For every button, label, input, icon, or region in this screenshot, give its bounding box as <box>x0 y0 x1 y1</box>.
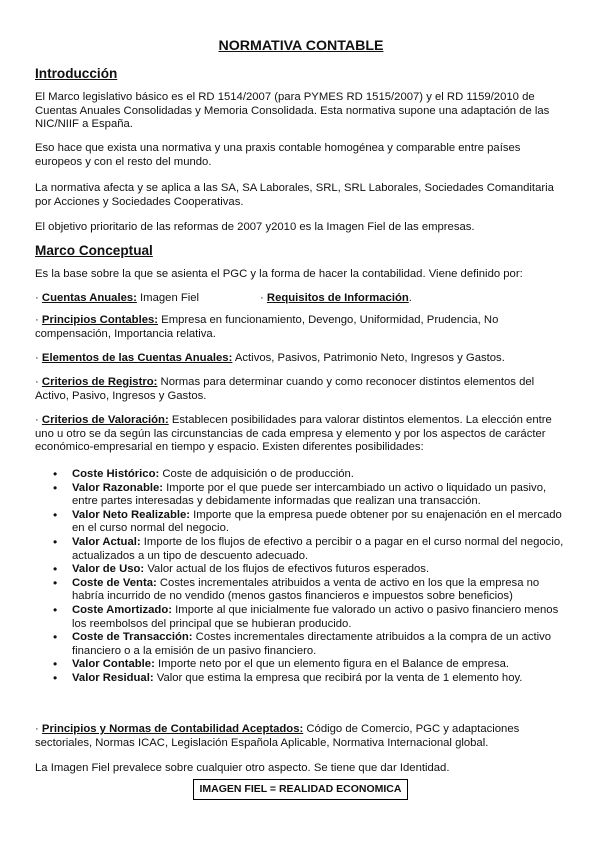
section-heading-marco-conceptual: Marco Conceptual <box>35 243 153 258</box>
page-title: NORMATIVA CONTABLE <box>218 38 384 54</box>
requisitos-label: Requisitos de Información <box>266 292 409 304</box>
intro-paragraph-4: El objetivo prioritario de las reformas de 2007 y2010 es la Imagen Fiel de las empresas. <box>35 221 475 233</box>
principios-contables-paragraph: · Principios Contables: Empresa en funcionamiento, Devengo, Uniformidad, Prudencia, No compensación, Importancia relativa. <box>35 314 499 340</box>
bullet-item: • Valor Neto Realizable: Importe que la empresa puede obtener por su enajenación en el mercado en el curso normal del negocio. <box>35 509 567 536</box>
bullet-item: • Valor de Uso: Valor actual de los flujos de efectivos futuros esperados. <box>35 563 567 577</box>
intro-paragraph-1: El Marco legislativo básico es el RD 1514/2007 (para PYMES RD 1515/2007) y el RD 1159/2010 de Cuentas Anuales Consolidadas y Memoria Consolidada. Esta normativa supone una adaptación de las NIC/NIIF a España. <box>35 91 550 131</box>
cuentas-anuales-label: Cuentas Anuales: <box>41 292 137 304</box>
bullet-item: • Coste de Venta: Costes incrementales atribuidos a venta de activo en los que la empresa no habría incurrido de no vendido (menos gastos financieros e impuestos sobre beneficios) <box>35 577 567 604</box>
intro-paragraph-2: Eso hace que exista una normativa y una praxis contable homogénea y comparable entre países europeos y con el resto del mundo. <box>35 142 521 168</box>
pnca-label: Principios y Normas de Contabilidad Aceptados: <box>41 723 304 735</box>
pnca-paragraph: · Principios y Normas de Contabilidad Aceptados: Código de Comercio, PGC y adaptaciones sectoriales, Normas ICAC, Legislación Española Aplicable, Normativa Internacional global. <box>35 723 520 749</box>
principios-contables-label: Principios Contables: <box>41 314 159 326</box>
criterios-registro-paragraph: · Criterios de Registro: Normas para determinar cuando y como reconocer distintos elementos del Activo, Pasivo, Ingresos y Gastos. <box>35 376 535 402</box>
bullet-item: • Coste Histórico: Coste de adquisición o de producción. <box>35 468 567 482</box>
bullet-item: • Valor Razonable: Importe por el que puede ser intercambiado un activo o liquidado un pasivo, entre partes interesadas y debidamente informadas que realizan una transacción. <box>35 482 567 509</box>
criterios-valoracion-paragraph: · Criterios de Valoración: Establecen posibilidades para valorar distintos elementos. La elección entre uno u otro se da según las circunstancias de cada empresa y elemento y por los aspectos de carácter económico-empresarial en tiempo y espacio. Existen diferentes posibilidades: <box>35 414 552 454</box>
criterios-registro-label: Criterios de Registro: <box>41 376 158 388</box>
elementos-paragraph: · Elementos de las Cuentas Anuales: Activos, Pasivos, Patrimonio Neto, Ingresos y Gastos. <box>35 352 505 364</box>
intro-paragraph-3: La normativa afecta y se aplica a las SA, SA Laborales, SRL, SRL Laborales, Sociedades Comanditaria por Acciones y Sociedades Cooperativas. <box>35 182 554 208</box>
section-heading-introduccion: Introducción <box>35 66 118 81</box>
criterios-valoracion-label: Criterios de Valoración: <box>41 414 169 426</box>
bullet-item: • Valor Residual: Valor que estima la empresa que recibirá por la venta de 1 elemento hoy. <box>35 672 567 686</box>
bullet-item: • Coste Amortizado: Importe al que inicialmente fue valorado un activo o pasivo financiero menos los reembolsos del principal que se hubieran producido. <box>35 604 567 631</box>
marco-intro-paragraph: Es la base sobre la que se asienta el PGC y la forma de hacer la contabilidad. Viene definido por: <box>35 268 523 280</box>
bullet-item: • Valor Actual: Importe de los flujos de efectivo a percibir o a pagar en el curso normal del negocio, actualizados a un tipo de descuento adecuado. <box>35 536 567 563</box>
cuentas-anuales-item: · Cuentas Anuales: Imagen Fiel <box>35 292 200 304</box>
bullet-item: • Coste de Transacción: Costes incrementales directamente atribuidos a la compra de un activo financiero o a la emisión de un pasivo financiero. <box>35 631 567 658</box>
elementos-label: Elementos de las Cuentas Anuales: <box>41 352 233 364</box>
cuentas-requisitos-row <box>35 292 567 306</box>
imagen-fiel-box: IMAGEN FIEL = REALIDAD ECONOMICA <box>193 779 408 800</box>
cuentas-anuales-text: Imagen Fiel <box>136 292 200 304</box>
bullet-item: • Valor Contable: Importe neto por el que un elemento figura en el Balance de empresa. <box>35 658 567 672</box>
requisitos-item: · Requisitos de Información. <box>260 292 412 304</box>
valoracion-bullet-list <box>35 468 567 686</box>
closing-paragraph: La Imagen Fiel prevalece sobre cualquier otro aspecto. Se tiene que dar Identidad. <box>35 762 450 774</box>
